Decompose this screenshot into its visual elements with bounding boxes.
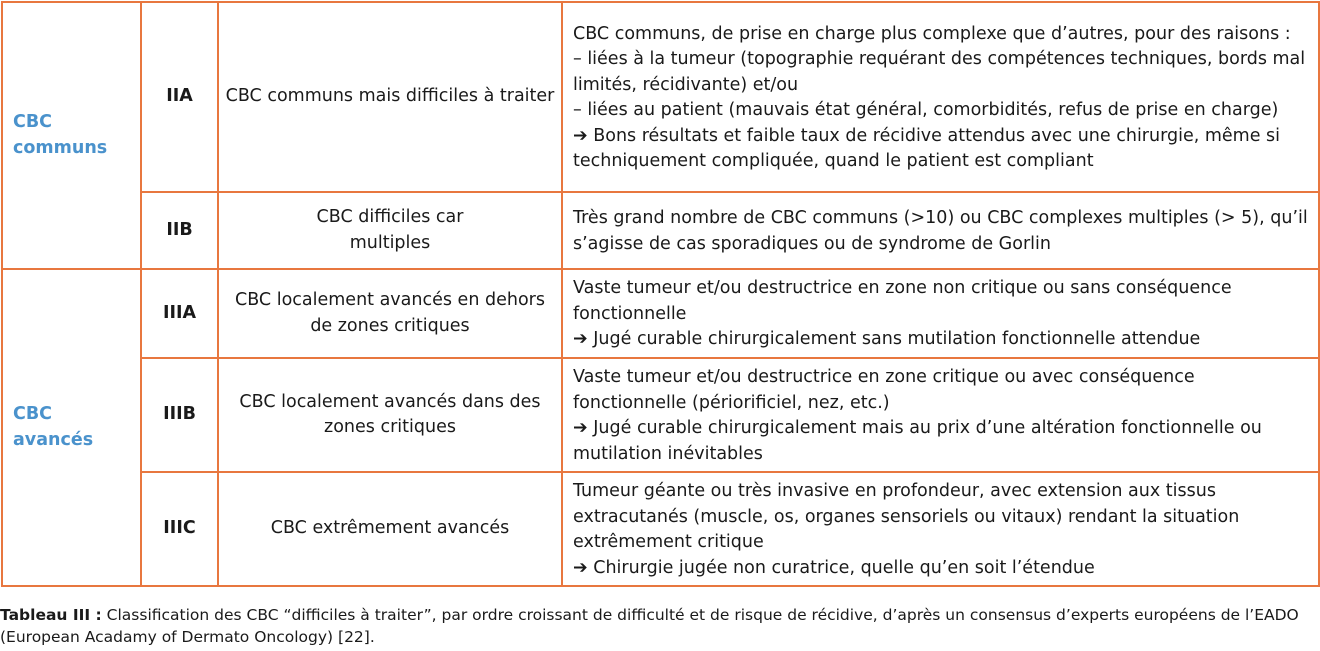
row-description: [562, 192, 1319, 269]
row-description: [562, 2, 1319, 192]
table-row: [2, 269, 1319, 358]
description-line: CBC communs, de prise en charge plus complexe que d’autres, pour des raisons :: [573, 23, 1291, 44]
table-row: [2, 358, 1319, 472]
arrow-icon: ➔: [573, 418, 588, 438]
arrow-icon: ➔: [573, 557, 588, 578]
description-conclusion: [573, 416, 1310, 467]
row-name: CBC difficiles car multiples: [218, 192, 562, 269]
row-description: [562, 269, 1319, 358]
group-label-avances: CBC avancés: [2, 269, 141, 586]
description-conclusion: [573, 124, 1310, 175]
row-description: [562, 358, 1319, 472]
table-row: [2, 2, 1319, 192]
row-code: IIIC: [141, 472, 218, 586]
conclusion-text: Jugé curable chirurgicalement mais au prix d’une altération fonctionnelle ou mutilation inévitables: [573, 418, 1262, 464]
table-row: [2, 192, 1319, 269]
description-line: Très grand nombre de CBC communs (>10) ou CBC complexes multiples (> 5), qu’il s’agisse de cas sporadiques ou de syndrome de Gorlin: [573, 208, 1308, 254]
table-caption: [0, 604, 1318, 648]
conclusion-text: Jugé curable chirurgicalement sans mutilation fonctionnelle attendue: [593, 329, 1201, 350]
row-name: CBC localement avancés en dehors de zones critiques: [218, 269, 562, 358]
description-line: Vaste tumeur et/ou destructrice en zone critique ou avec conséquence fonctionnelle (périorificiel, nez, etc.): [573, 367, 1195, 413]
description-conclusion: [573, 327, 1310, 353]
caption-label: Tableau III :: [0, 606, 102, 624]
caption-text: Classification des CBC “difficiles à traiter”, par ordre croissant de difficulté et de risque de récidive, d’après un consensus d’experts européens de l’EADO (European Acadamy of Dermato Oncology) [22].: [0, 606, 1299, 646]
row-code: IIB: [141, 192, 218, 269]
arrow-icon: ➔: [573, 329, 588, 350]
description-line: – liées à la tumeur (topographie requérant des compétences techniques, bords mal limités, récidivante) et/ou: [573, 49, 1306, 95]
description-conclusion: [573, 556, 1310, 582]
row-code: IIIB: [141, 358, 218, 472]
row-code: IIA: [141, 2, 218, 192]
arrow-icon: ➔: [573, 125, 588, 146]
classification-table: [1, 1, 1320, 587]
row-description: [562, 472, 1319, 586]
description-line: Vaste tumeur et/ou destructrice en zone non critique ou sans conséquence fonctionnelle: [573, 278, 1232, 324]
table-row: [2, 472, 1319, 586]
row-name: CBC localement avancés dans des zones critiques: [218, 358, 562, 472]
row-code: IIIA: [141, 269, 218, 358]
description-line: Tumeur géante ou très invasive en profondeur, avec extension aux tissus extracutanés (muscle, os, organes sensoriels ou vitaux) rendant la situation extrêmement critique: [573, 481, 1240, 552]
group-label-communs: CBC communs: [2, 2, 141, 269]
description-line: – liées au patient (mauvais état général, comorbidités, refus de prise en charge): [573, 100, 1279, 120]
conclusion-text: Bons résultats et faible taux de récidive attendus avec une chirurgie, même si techniquement compliquée, quand le patient est compliant: [573, 125, 1281, 171]
row-name: CBC extrêmement avancés: [218, 472, 562, 586]
row-name: CBC communs mais difficiles à traiter: [218, 2, 562, 192]
conclusion-text: Chirurgie jugée non curatrice, quelle qu’en soit l’étendue: [593, 557, 1095, 578]
